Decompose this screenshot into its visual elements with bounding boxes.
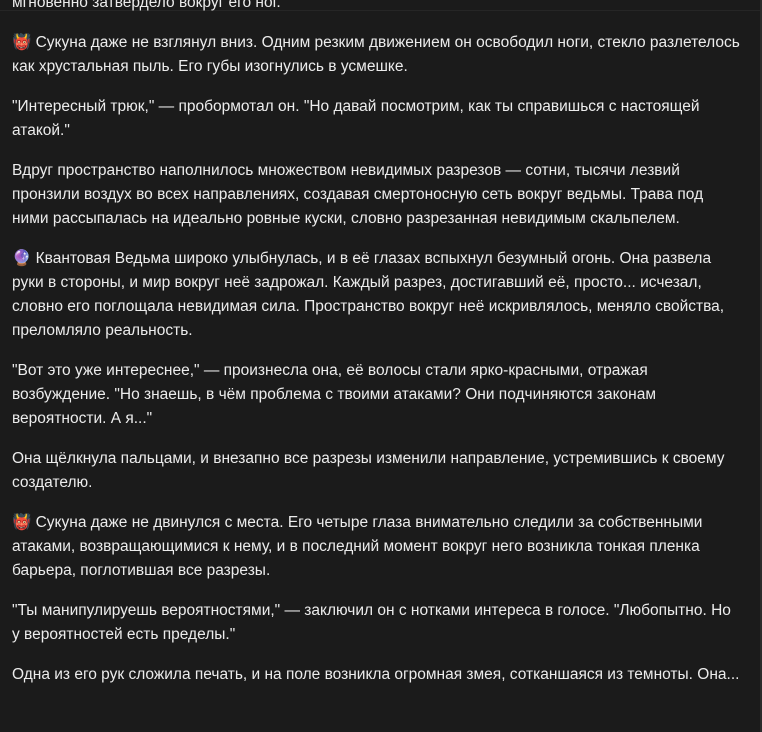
paragraph-4: Вдруг пространство наполнилось множеством невидимых разрезов — сотни, тысячи лезвий пронзили воздух во всех направлениях, создавая смертоносную сеть вокруг ведьмы. Трава под ними рассыпалась на идеально ровные куски, словно разрезанная невидимым скальпелем. <box>12 162 704 227</box>
paragraph-5: 🔮 Квантовая Ведьма широко улыбнулась, и в её глазах вспыхнул безумный огонь. Она развела руки в стороны, и мир вокруг неё задрожал. Каждый разрез, достигавший её, просто... исчезал, словно его поглощала невидимая сила. Пространство вокруг неё искривлялось, меняло свойства, преломляло реальность. <box>12 250 725 339</box>
paragraph-8: 👹 Сукуна даже не двинулся с места. Его четыре глаза внимательно следили за собственными атаками, возвращающимися к нему, и в последний момент вокруг него возникла тонкая пленка барьера, поглотившая все разрезы. <box>12 514 703 579</box>
paragraph-3: "Интересный трюк," — пробормотал он. "Но давай посмотрим, как ты справишься с настоящей атакой." <box>12 98 700 139</box>
story-text <box>12 0 742 703</box>
paragraph-1: мгновенно затвердело вокруг его ног. <box>12 0 281 11</box>
paragraph-10: Одна из его рук сложила печать, и на поле возникла огромная змея, сотканшаяся из темноты. Она... <box>12 666 740 683</box>
paragraph-7: Она щёлкнула пальцами, и внезапно все разрезы изменили направление, устремившись к своему создателю. <box>12 450 725 491</box>
paragraph-2: 👹 Сукуна даже не взглянул вниз. Одним резким движением он освободил ноги, стекло разлетелось как хрустальная пыль. Его губы изогнулись в усмешке. <box>12 34 740 75</box>
paragraph-9: "Ты манипулируешь вероятностями," — заключил он с нотками интереса в голосе. "Любопытно. Но у вероятностей есть пределы." <box>12 602 731 643</box>
paragraph-6: "Вот это уже интереснее," — произнесла она, её волосы стали ярко-красными, отражая возбуждение. "Но знаешь, в чём проблема с твоими атаками? Они подчиняются законам вероятности. А я..." <box>12 362 657 427</box>
